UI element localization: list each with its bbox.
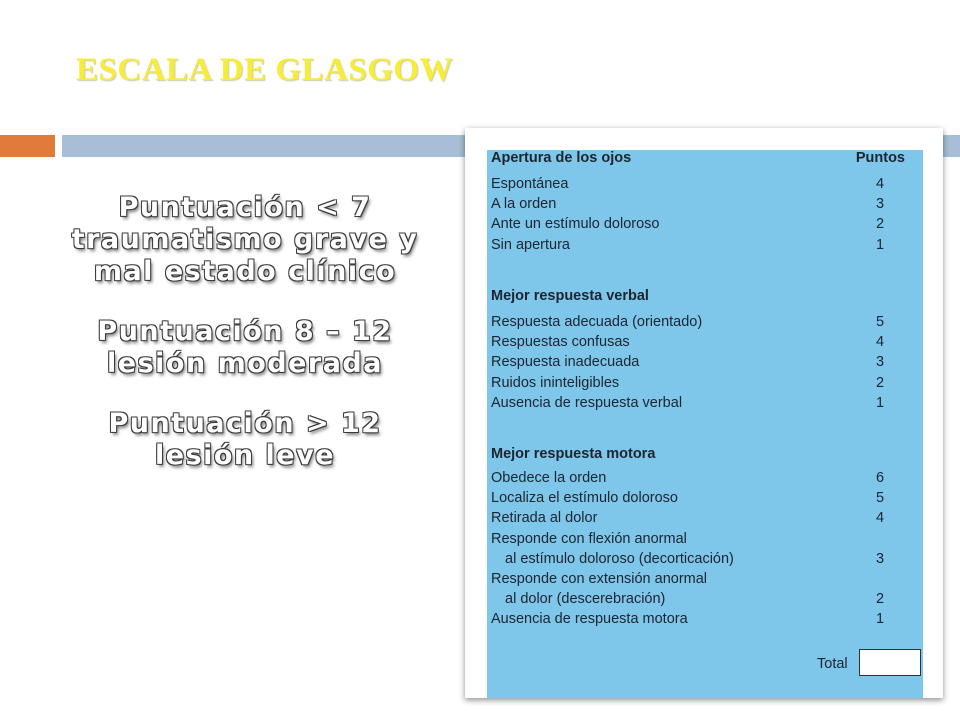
row-label: Respuesta adecuada (orientado) <box>491 314 703 330</box>
table-row <box>491 235 903 255</box>
table-row <box>491 508 903 528</box>
row-label: Retirada al dolor <box>491 510 598 527</box>
row-label: Sin apertura <box>491 236 570 253</box>
severity-group <box>40 316 450 380</box>
row-label: Responde con flexión anormal <box>491 530 687 547</box>
row-label: Espontánea <box>491 176 569 192</box>
slide-title: ESCALA DE GLASGOW <box>76 52 454 88</box>
row-points: 3 <box>875 550 885 567</box>
severity-line: Puntuación < 7 <box>118 192 372 223</box>
row-points: 2 <box>875 591 885 608</box>
severity-line: lesión leve <box>154 440 336 471</box>
row-label: al dolor (descerebración) <box>505 591 666 608</box>
row-label: Respuesta inadecuada <box>491 354 640 371</box>
row-points: 4 <box>875 334 885 351</box>
table-row <box>491 589 903 609</box>
row-label: A la orden <box>491 196 557 213</box>
table-row <box>491 194 903 214</box>
row-label: Respuestas confusas <box>491 334 630 351</box>
table-row <box>491 373 903 393</box>
accent-bar <box>0 135 55 157</box>
table-row <box>491 529 903 549</box>
table-row <box>491 352 903 372</box>
row-points: 4 <box>875 510 885 527</box>
row-label: Ausencia de respuesta motora <box>491 611 688 628</box>
row-label: Responde con extensión anormal <box>491 571 708 587</box>
table-row <box>491 569 903 589</box>
row-label: al estímulo doloroso (decorticación) <box>505 550 734 567</box>
row-label: Localiza el estímulo doloroso <box>491 490 678 507</box>
row-points: 4 <box>875 176 885 192</box>
section-title <box>491 148 903 168</box>
points-header: Puntos <box>855 150 905 166</box>
row-points: 1 <box>875 394 885 411</box>
row-label: Ausencia de respuesta verbal <box>491 394 683 411</box>
table-row <box>491 214 903 234</box>
table-row <box>491 332 903 352</box>
total-label: Total <box>817 656 848 672</box>
row-points: 1 <box>875 236 885 253</box>
severity-group <box>40 408 450 472</box>
table-row <box>491 549 903 569</box>
row-points: 6 <box>875 470 885 486</box>
section-title-text: Apertura de los ojos <box>491 150 632 166</box>
table-row <box>491 488 903 508</box>
severity-summary <box>40 192 450 500</box>
row-points: 3 <box>875 354 885 371</box>
severity-line: Puntuación 8 – 12 <box>97 316 393 347</box>
row-points: 2 <box>875 374 885 391</box>
row-label: Ante un estímulo doloroso <box>491 216 660 233</box>
section-title-text: Mejor respuesta verbal <box>491 288 649 304</box>
total-box <box>859 649 921 676</box>
severity-group <box>40 192 450 288</box>
section-title <box>491 444 903 464</box>
table-row <box>491 312 903 332</box>
table-row <box>491 609 903 629</box>
section-title-text: Mejor respuesta motora <box>491 446 656 462</box>
row-points: 3 <box>875 196 885 213</box>
severity-line: traumatismo grave y <box>71 224 419 255</box>
row-points: 5 <box>875 490 885 507</box>
glasgow-table-image <box>465 128 943 698</box>
severity-line: mal estado clínico <box>93 256 397 287</box>
row-label: Ruidos ininteligibles <box>491 374 620 391</box>
severity-line: lesión moderada <box>107 348 383 379</box>
row-points: 5 <box>875 314 885 330</box>
row-points: 2 <box>875 216 885 233</box>
row-points: 1 <box>875 611 885 628</box>
glasgow-table <box>487 150 923 698</box>
section-title <box>491 286 903 306</box>
table-row <box>491 174 903 194</box>
table-row <box>491 468 903 488</box>
severity-line: Puntuación > 12 <box>108 408 382 439</box>
table-row <box>491 393 903 413</box>
row-label: Obedece la orden <box>491 470 607 486</box>
